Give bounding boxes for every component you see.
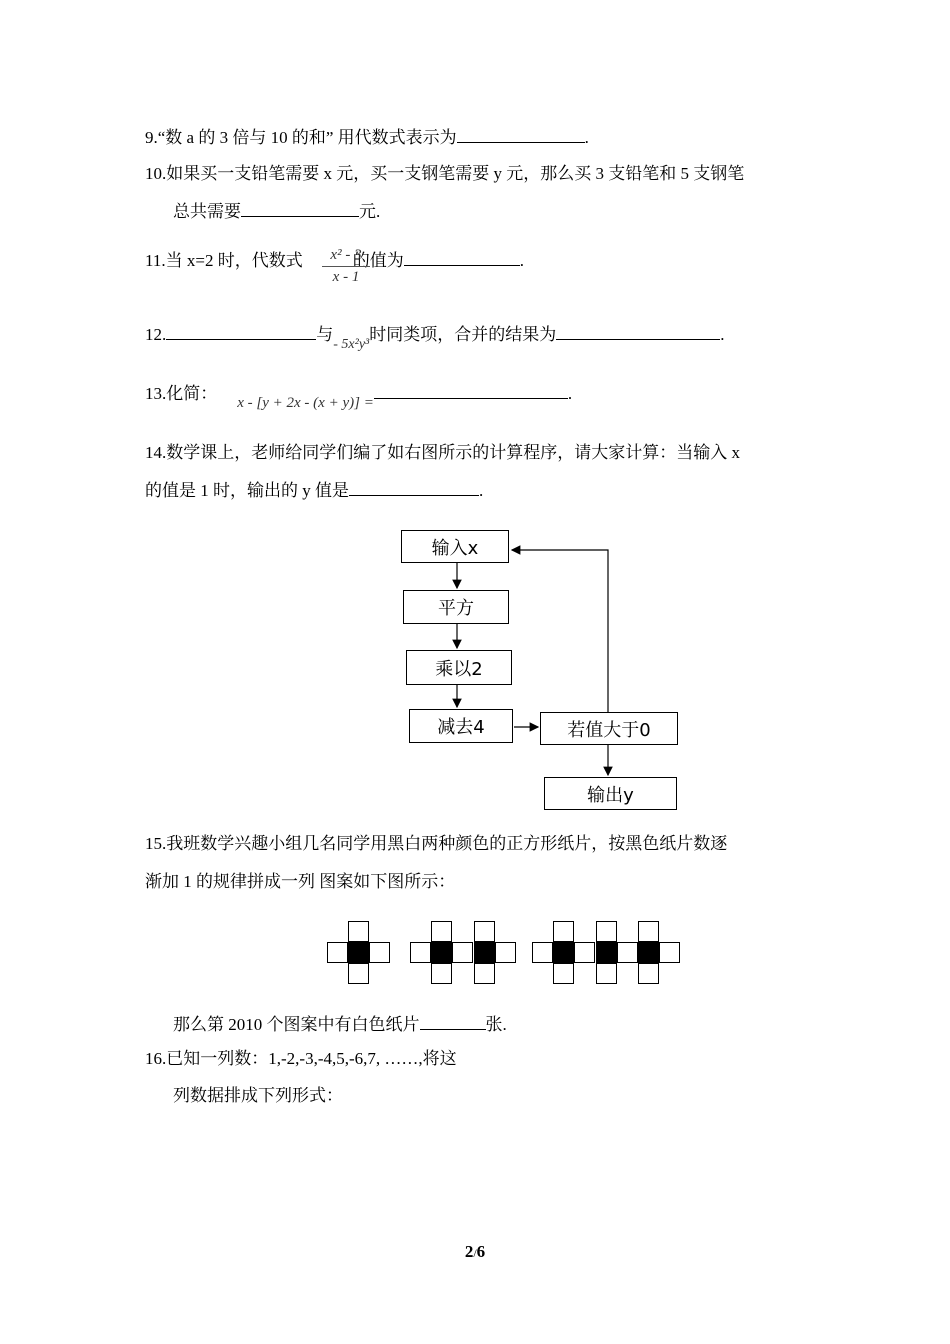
q15-text-line3-post: 张.: [485, 1015, 507, 1034]
question-15-line3: [173, 1013, 507, 1036]
q13-end: .: [567, 384, 573, 403]
q10-text-pre: 总共需要: [173, 202, 241, 221]
q13-expression: x - [y + 2x - (x + y)] =: [237, 395, 374, 411]
q11-end: .: [519, 251, 524, 270]
q11-answer-blank[interactable]: [404, 249, 520, 266]
flowchart-input-box: [401, 530, 509, 563]
q11-fraction-bar: [322, 266, 370, 267]
flowchart-square-box: [403, 590, 509, 624]
pattern3-bottom-1: [553, 963, 574, 984]
pattern3-top-3: [638, 921, 659, 942]
question-10-line1: [145, 163, 744, 185]
pattern2-middle: [452, 942, 473, 963]
q12-number: 12.: [145, 325, 167, 344]
question-14-line1: [145, 442, 740, 464]
q12-text-post: 时同类项，合并的结果为: [369, 325, 557, 344]
flowchart-multiply-box: [406, 650, 512, 685]
q12-answer-blank-1[interactable]: [166, 323, 316, 340]
q11-text-pre: 当 x=2 时，代数式: [165, 251, 303, 270]
q10-text-post: 元.: [359, 202, 381, 221]
flowchart-output-box: [544, 777, 677, 810]
pattern3-top-1: [553, 921, 574, 942]
q15-text-line1: 我班数学兴趣小组几名同学用黑白两种颜色的正方形纸片，按黑色纸片数逐: [166, 834, 728, 853]
q15-text-line2: 渐加 1 的规律拼成一列 图案如下图所示：: [145, 872, 456, 891]
q11-number: 11.: [145, 251, 166, 270]
arrow-condition-loop-back: [512, 550, 608, 712]
pattern3-bottom-2: [596, 963, 617, 984]
question-14-line2: [145, 479, 483, 502]
q16-text-line1: 已知一列数：1,-2,-3,-4,5,-6,7, ……,将这: [166, 1049, 457, 1068]
q16-text-line2: 列数据排成下列形式：: [173, 1086, 343, 1105]
pattern2-right: [495, 942, 516, 963]
question-13: [145, 382, 573, 411]
pattern2-bottom-2: [474, 963, 495, 984]
pattern3-left: [532, 942, 553, 963]
question-15-line1: [145, 833, 727, 855]
q9-text: “数 a 的 3 倍与 10 的和” 用代数式表示为: [157, 128, 457, 147]
page-number-separator: /: [473, 1246, 477, 1260]
page-number-total: 6: [476, 1242, 486, 1261]
flowchart-condition-label: 若值大于0: [567, 719, 651, 741]
q12-answer-blank-2[interactable]: [556, 323, 720, 340]
pattern2-top-1: [431, 921, 452, 942]
flowchart-output-label: 输出y: [587, 784, 634, 806]
flowchart-multiply-label: 乘以2: [435, 658, 483, 680]
q13-answer-blank[interactable]: [374, 382, 568, 399]
q13-number: 13.: [145, 384, 167, 403]
q11-fraction: [322, 247, 370, 286]
q12-text-mid: 与: [316, 325, 334, 344]
q14-text-line1: 数学课上，老师给同学们编了如右图所示的计算程序，请大家计算：当输入 x: [166, 443, 740, 462]
page-number-current: 2: [464, 1242, 474, 1261]
q14-end: .: [479, 481, 484, 500]
question-10-line2: [173, 200, 380, 223]
q11-text-post: 的值为: [352, 251, 404, 270]
flowchart-square-label: 平方: [438, 598, 474, 619]
pattern2-black-2: [474, 942, 495, 963]
pattern3-black-2: [596, 942, 617, 963]
question-12: [145, 323, 725, 352]
q14-text-line2: 的值是 1 时，输出的 y 值是: [145, 481, 349, 500]
q9-number: 9.: [145, 128, 158, 147]
flowchart-subtract-label: 减去4: [437, 717, 485, 738]
question-15-line2: [145, 871, 455, 893]
q12-end: .: [720, 325, 725, 344]
pattern3-top-2: [596, 921, 617, 942]
pattern1-bottom: [348, 963, 369, 984]
question-16-line1: [145, 1048, 457, 1070]
question-9: [145, 126, 589, 149]
q15-text-line3-pre: 那么第 2010 个图案中有白色纸片: [173, 1015, 420, 1034]
q15-number: 15.: [145, 834, 167, 853]
pattern1-top: [348, 921, 369, 942]
pattern3-right: [659, 942, 680, 963]
q16-number: 16.: [145, 1049, 167, 1068]
q9-answer-blank[interactable]: [457, 126, 585, 143]
page-footer: [0, 1242, 950, 1262]
q11-fraction-denominator: x - 1: [332, 269, 360, 285]
flowchart-condition-box: [540, 712, 678, 745]
pattern2-bottom-1: [431, 963, 452, 984]
pattern1-black: [348, 942, 369, 963]
pattern3-black-1: [553, 942, 574, 963]
pattern3-black-3: [638, 942, 659, 963]
pattern3-middle-1: [574, 942, 595, 963]
q10-number: 10.: [145, 164, 167, 183]
question-16-line2: [173, 1085, 343, 1107]
q12-expression: - 5x²y³: [333, 337, 370, 352]
q10-answer-blank[interactable]: [241, 200, 359, 217]
flowchart-subtract-box: [409, 709, 513, 743]
q14-number: 14.: [145, 443, 167, 462]
pattern3-bottom-3: [638, 963, 659, 984]
pattern2-black-1: [431, 942, 452, 963]
q11-fraction-numerator: x² - 3: [330, 247, 362, 263]
pattern1-right: [369, 942, 390, 963]
pattern2-left: [410, 942, 431, 963]
pattern2-top-2: [474, 921, 495, 942]
pattern1-left: [327, 942, 348, 963]
q10-text-line1: 如果买一支铅笔需要 x 元，买一支钢笔需要 y 元，那么买 3 支铅笔和 5 支钢笔: [166, 164, 745, 183]
q15-answer-blank[interactable]: [420, 1013, 486, 1030]
q9-end: .: [584, 128, 589, 147]
pattern3-middle-2: [617, 942, 638, 963]
q14-answer-blank[interactable]: [349, 479, 479, 496]
q13-text-pre: 化简：: [166, 384, 218, 403]
flowchart-input-label: 输入x: [431, 537, 479, 559]
